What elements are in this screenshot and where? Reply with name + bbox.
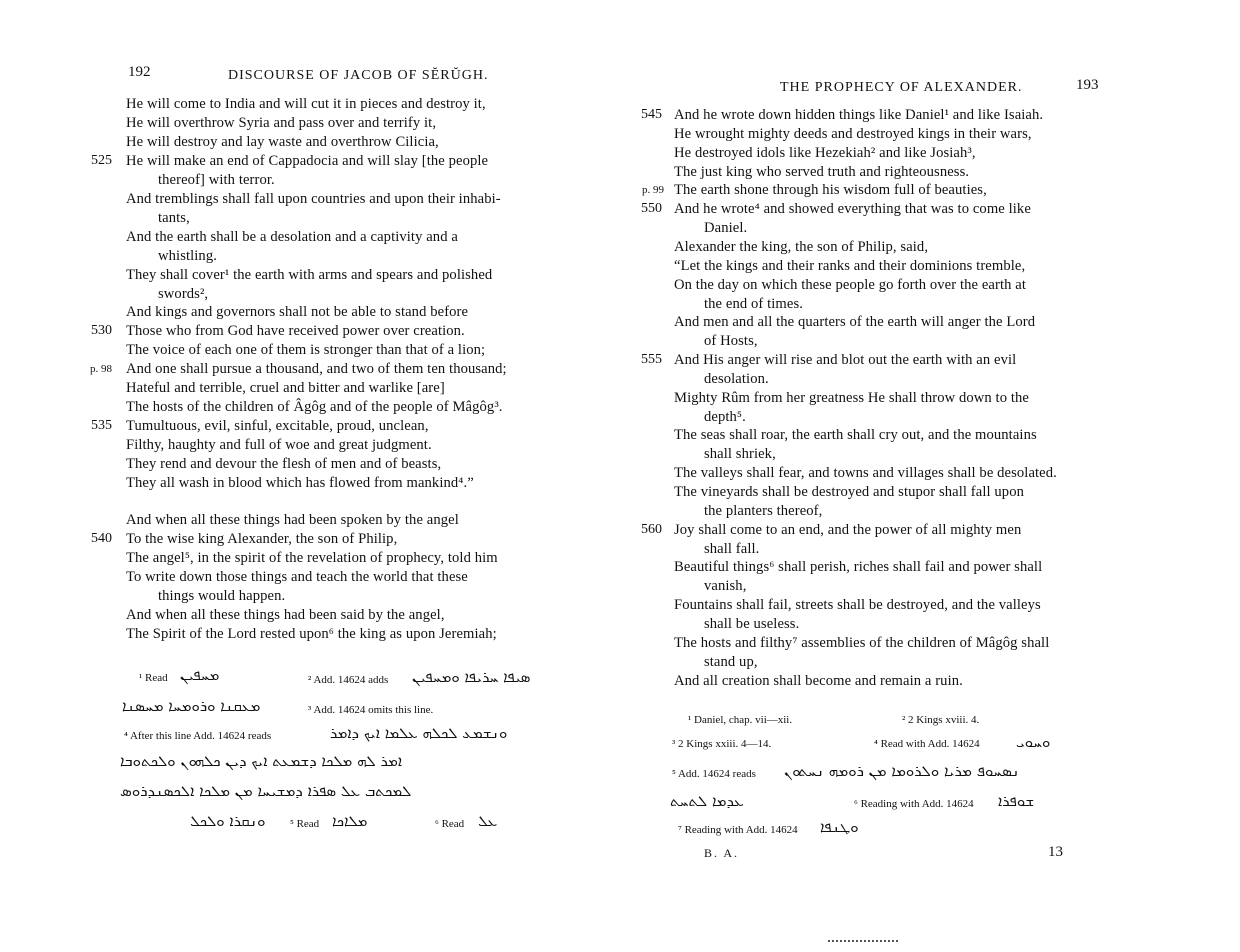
verse-line: Tumultuous, evil, sinful, excitable, proud, unclean, [126, 418, 429, 435]
verse-line: shall fall. [704, 540, 760, 557]
verse-line: whistling. [158, 247, 217, 264]
footnote-1-label: ¹ Read [139, 672, 168, 684]
footnote-1-syriac: ܡܚܦܝܢ [180, 666, 220, 684]
line-number: 525 [91, 152, 112, 168]
verse-line: And when all these things had been spoken by the angel [126, 511, 459, 528]
line-number: 560 [641, 521, 662, 537]
verse-line: the planters thereof, [704, 502, 823, 519]
verse-line: The just king who served truth and righteousness. [674, 163, 970, 180]
verse-line: And one shall pursue a thousand, and two of them ten thousand; [126, 361, 507, 378]
verse-line: He will make an end of Cappadocia and will slay [the people [126, 152, 489, 169]
footnote-7-label: ⁷ Reading with Add. 14624 [678, 824, 798, 836]
verse-line: They all wash in blood which has flowed from mankind⁴.” [126, 475, 474, 491]
footnote-6-label: ⁶ Read [435, 818, 465, 830]
verse-line: Mighty Rûm from her greatness He shall throw down to the [674, 389, 1029, 406]
line-number: 555 [641, 352, 662, 368]
verse-line: things would happen. [158, 587, 286, 604]
verse-line: Fountains shall fail, streets shall be destroyed, and the valleys [674, 597, 1041, 614]
verse-line: And he wrote down hidden things like Daniel¹ and like Isaiah. [674, 107, 1044, 123]
verse-line: The hosts of the children of Âgôg and of the people of Mâgôg³. [126, 399, 503, 416]
verse-line: And tremblings shall fall upon countries and upon their inhabi- [126, 190, 501, 207]
verse-line: Filthy, haughty and full of woe and great judgment. [126, 437, 432, 454]
line-number: 535 [91, 418, 112, 434]
verse-line: The angel⁵, in the spirit of the revelation of prophecy, told him [126, 549, 498, 566]
verse-line: And when all these things had been said by the angel, [126, 606, 445, 623]
verse-line: shall shriek, [704, 446, 776, 463]
verse-line: The voice of each one of them is stronger than that of a lion; [126, 342, 486, 359]
footnote-4-syriac: ܘܚܘܝ [1016, 733, 1051, 751]
verse-line: The valleys shall fear, and towns and villages shall be desolated. [674, 465, 1057, 482]
scan-artifact [828, 940, 898, 945]
footnote-3: ³ Add. 14624 omits this line. [308, 704, 434, 716]
running-head: THE PROPHECY OF ALEXANDER. [780, 80, 1023, 95]
manuscript-page-reference: p. 98 [90, 363, 112, 376]
verse-line: Daniel. [704, 220, 748, 237]
verse-line: To write down those things and teach the world that these [126, 568, 468, 585]
verse-line: thereof] with terror. [158, 171, 275, 188]
footnote-5-label: ⁵ Read [290, 818, 320, 830]
verse-line: And His anger will rise and blot out the earth with an evil [674, 352, 1017, 369]
verse-line: They rend and devour the flesh of men and of beasts, [126, 456, 442, 473]
footnote-4-label: ⁴ Read with Add. 14624 [874, 738, 980, 750]
verse-line: The earth shone through his wisdom full of beauties, [674, 182, 987, 199]
footnote-6-syriac: ܥܠ [478, 812, 498, 830]
footnote-1: ¹ Daniel, chap. vii—xii. [688, 714, 793, 726]
footnote-4-syriac-line-1: ܘܢܫܡܥ ܠܟܠܗ ܥܠܡܐ ܐܝܟ ܕܐܡܪ [330, 724, 508, 742]
footnote-7-syriac: ܘܛܢܦܐ [820, 818, 859, 836]
verse-line: And he wrote⁴ and showed everything that was to come like [674, 201, 1031, 218]
verse-line: vanish, [704, 578, 747, 595]
verse-line: swords², [158, 285, 209, 302]
verse-line: Beautiful things⁶ shall perish, riches shall fail and power shall [674, 559, 1043, 576]
verse-line: tants, [158, 209, 190, 226]
verse-line: He wrought mighty deeds and destroyed kings in their wars, [674, 125, 1032, 142]
footnote-3: ³ 2 Kings xxiii. 4—14. [672, 738, 772, 750]
verse-line: The hosts and filthy⁷ assemblies of the children of Mâgôg shall [674, 634, 1050, 651]
footnote-5-syriac-line-2: ܥܕܡܐ ܠܬܚܬ [670, 792, 744, 810]
footnote-2: ² 2 Kings xviii. 4. [902, 714, 980, 726]
footnote-1-syriac-continued: ܡܥܩܢܐ ܘܪܘܡܚܐ ܡܚܣܢܐ [122, 697, 261, 715]
verse-line: Alexander the king, the son of Philip, said, [674, 238, 929, 255]
footnote-4-label: ⁴ After this line Add. 14624 reads [124, 730, 272, 742]
running-head: DISCOURSE OF JACOB OF SĔRŬGH. [228, 68, 489, 83]
footnote-6-syriac: ܫܘܦܪܐ [998, 792, 1035, 810]
sheet-number: 13 [1048, 844, 1063, 860]
verse-line: Those who from God have received power over creation. [126, 323, 465, 340]
verse-line: To the wise king Alexander, the son of Philip, [126, 530, 398, 547]
verse-line: And kings and governors shall not be able to stand before [126, 304, 469, 321]
right-page [620, 0, 1240, 952]
verse-line: He will come to India and will cut it in pieces and destroy it, [126, 96, 486, 112]
verse-line: He will destroy and lay waste and overthrow Cilicia, [126, 133, 439, 150]
line-number: 530 [91, 323, 112, 339]
verse-line: The vineyards shall be destroyed and stupor shall fall upon [674, 484, 1024, 500]
verse-line: And the earth shall be a desolation and a captivity and a [126, 228, 458, 245]
footnote-4-syriac-line-2: ܐܡܪ ܠܗ ܡܠܟܐ ܕܫܡܥܬ ܐܝܟ ܕܝܢ ܟܠܗܘܢ ܘܠܟܬܘܒܐ [120, 752, 403, 770]
footnote-6-label: ⁶ Reading with Add. 14624 [854, 798, 974, 810]
verse-line: The seas shall roar, the earth shall cry out, and the mountains [674, 427, 1037, 444]
verse-line: depth⁵. [704, 408, 746, 425]
manuscript-page-reference: p. 99 [642, 184, 664, 197]
verse-line: And men and all the quarters of the earth will anger the Lord [674, 314, 1036, 331]
verse-line: They shall cover¹ the earth with arms and spears and polished [126, 266, 493, 283]
verse-line: On the day on which these people go forth over the earth at [674, 276, 1026, 293]
footnote-4-syriac-line-3: ܠܡܟܬܒ ܥܠ ܣܦܪܐ ܕܡܫܝܚܐ ܡܢ ܡܠܟܐ ܐܠܟܣܢܕܪܘܣ [120, 782, 412, 800]
verse-line: And all creation shall become and remain a ruin. [674, 672, 963, 689]
footnote-2-label: ² Add. 14624 adds [308, 674, 389, 686]
verse-line: shall be useless. [704, 615, 800, 632]
footnote-4-syriac-line-4: ܘܢܩܪܐ ܘܠܟܠ [190, 812, 266, 830]
printer-signature: B. A. [704, 846, 740, 860]
verse-line: desolation. [704, 370, 769, 387]
verse-line: stand up, [704, 653, 758, 670]
verse-line: Hateful and terrible, cruel and bitter and warlike [are] [126, 380, 445, 397]
footnote-2-syriac: ܣܝܦܐ ܚܪܝܦܐ ܘܡܚܦܝܢ [412, 668, 531, 686]
verse-line: He will overthrow Syria and pass over and terrify it, [126, 114, 437, 131]
footnote-5-syriac-line-1: ܢܣܚܘܦ ܡܪܝܐ ܘܠܪܘܡܐ ܡܢ ܪܘܡܗ ܢܚܬܘܢ [784, 762, 1020, 780]
footnote-5-syriac: ܡܠܐܟܐ [332, 812, 368, 830]
verse-line: He destroyed idols like Hezekiah² and like Josiah³, [674, 144, 976, 161]
verse-line: the end of times. [704, 295, 803, 312]
line-number: 550 [641, 201, 662, 217]
line-number: 545 [641, 107, 662, 122]
footnote-5-label: ⁵ Add. 14624 reads [672, 768, 756, 780]
verse-line: The Spirit of the Lord rested upon⁶ the king as upon Jeremiah; [126, 625, 497, 642]
page-number: 193 [1076, 77, 1099, 93]
page-number: 192 [128, 64, 151, 80]
verse-line: Joy shall come to an end, and the power of all mighty men [674, 521, 1022, 538]
line-number: 540 [91, 530, 112, 546]
verse-line: of Hosts, [704, 333, 758, 350]
verse-line: “Let the kings and their ranks and their dominions tremble, [674, 257, 1026, 274]
